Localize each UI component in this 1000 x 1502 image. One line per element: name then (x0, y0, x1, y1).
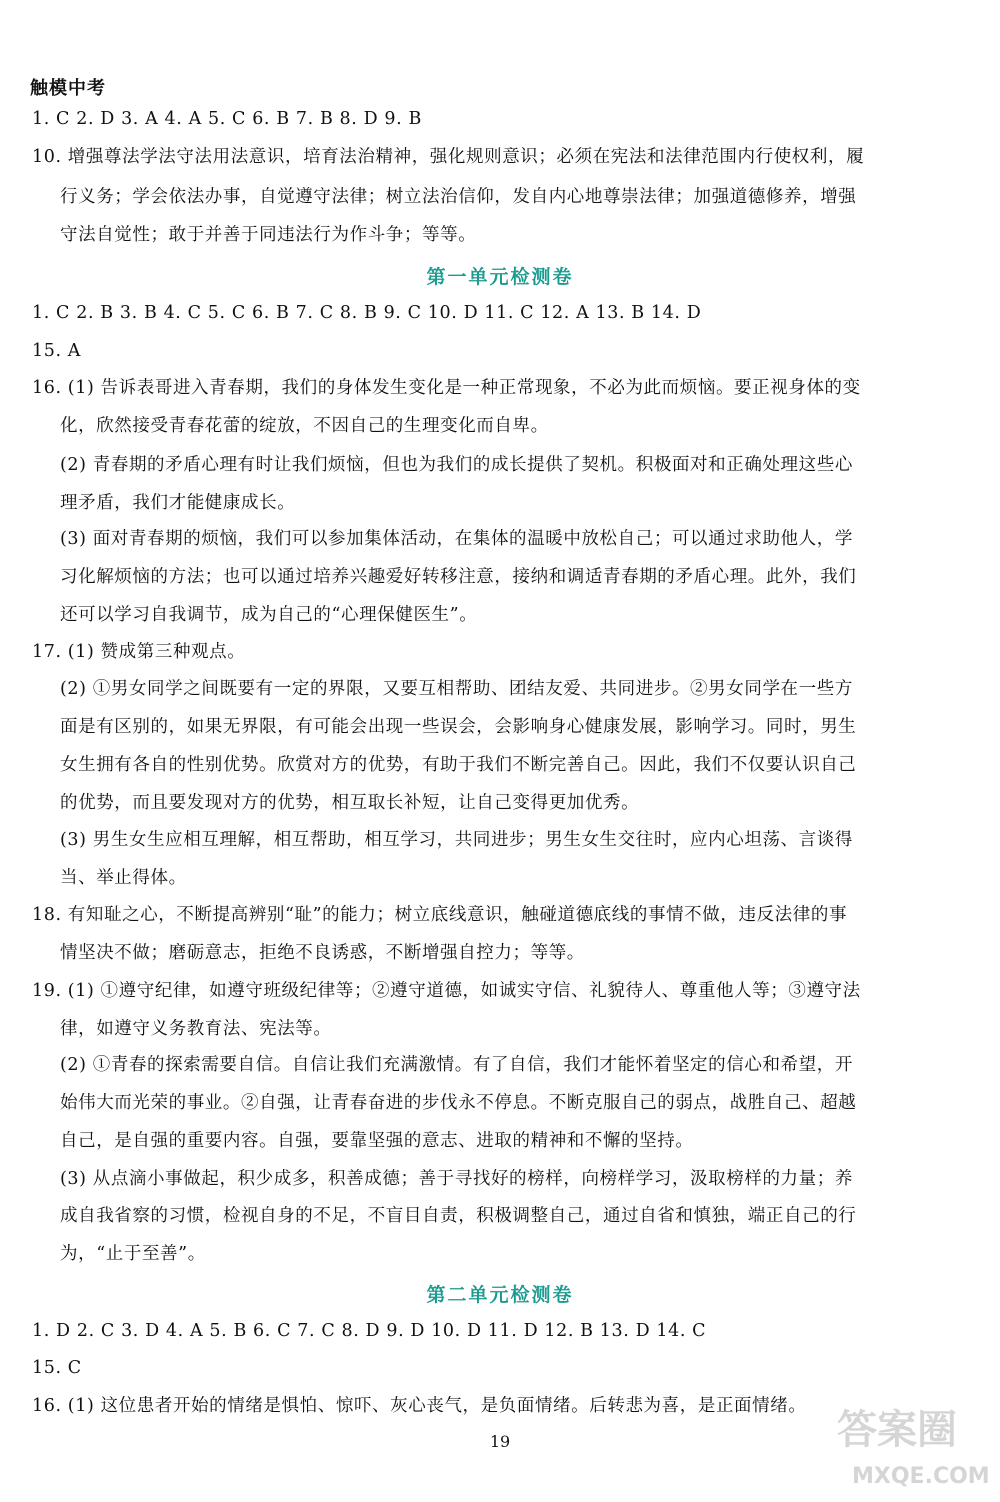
answer-line: 守法自觉性；敢于并善于同违法行为作斗争；等等。 (60, 225, 477, 245)
answer-line: 10. 增强尊法学法守法用法意识，培育法治精神，强化规则意识；必须在宪法和法律范围内行使权利，履 (32, 147, 865, 167)
answer-line: 1. C 2. D 3. A 4. A 5. C 6. B 7. B 8. D 9. B (32, 109, 422, 129)
answer-line: (3) 面对青春期的烦恼，我们可以参加集体活动，在集体的温暖中放松自己；可以通过求助他人，学 (60, 529, 853, 549)
answer-line: 习化解烦恼的方法；也可以通过培养兴趣爱好转移注意，接纳和调适青春期的矛盾心理。此外，我们 (60, 567, 857, 587)
answer-line: 当、举止得体。 (60, 868, 187, 888)
answer-line: 18. 有知耻之心，不断提高辨别“耻”的能力；树立底线意识，触碰道德底线的事情不做，违反法律的事 (32, 905, 848, 925)
unit1-title: 第一单元检测卷 (426, 266, 574, 288)
answer-line: 律，如遵守义务教育法、宪法等。 (60, 1019, 332, 1039)
answer-line: (3) 从点滴小事做起，积少成多，积善成德；善于寻找好的榜样，向榜样学习，汲取榜样的力量；养 (60, 1169, 853, 1189)
watermark-top-text: 答案圈 (837, 1407, 957, 1453)
answer-line: 还可以学习自我调节，成为自己的“心理保健医生”。 (60, 605, 478, 625)
answer-line: (2) ①青春的探索需要自信。自信让我们充满激情。有了自信，我们才能怀着坚定的信心和希望，开 (60, 1055, 853, 1075)
answer-line: 面是有区别的，如果无界限，有可能会出现一些误会，会影响身心健康发展，影响学习。同时，男生 (60, 717, 857, 737)
answer-line: 行义务；学会依法办事，自觉遵守法律；树立法治信仰，发自内心地尊崇法律；加强道德修养，增强 (60, 187, 857, 207)
watermark-logo (822, 1398, 992, 1498)
answer-line: (2) 青春期的矛盾心理有时让我们烦恼，但也为我们的成长提供了契机。积极面对和正确处理这些心 (60, 455, 853, 475)
answer-line: 化，欣然接受青春花蕾的绽放，不因自己的生理变化而自卑。 (60, 416, 549, 436)
answer-line: 女生拥有各自的性别优势。欣赏对方的优势，有助于我们不断完善自己。因此，我们不仅要认识自己 (60, 755, 857, 775)
answer-line: 自己，是自强的重要内容。自强，要靠坚强的意志、进取的精神和不懈的坚持。 (60, 1131, 694, 1151)
answer-line: 1. D 2. C 3. D 4. A 5. B 6. C 7. C 8. D 9. D 10. D 11. D 12. B 13. D 14. C (32, 1321, 707, 1341)
page-number: 19 (489, 1432, 511, 1451)
answer-line: 的优势，而且要发现对方的优势，相互取长补短，让自己变得更加优秀。 (60, 793, 640, 813)
answer-line: 15. C (32, 1358, 82, 1378)
answer-line: (2) ①男女同学之间既要有一定的界限，又要互相帮助、团结友爱、共同进步。②男女同学在一些方 (60, 679, 853, 699)
answer-line: 17. (1) 赞成第三种观点。 (32, 642, 246, 662)
answer-line: 15. A (32, 341, 82, 361)
answer-line: 为，“止于至善”。 (60, 1244, 206, 1264)
answer-line: 1. C 2. B 3. B 4. C 5. C 6. B 7. C 8. B 9. C 10. D 11. C 12. A 13. B 14. D (32, 303, 702, 323)
answer-line: 理矛盾，我们才能健康成长。 (60, 493, 296, 513)
answer-line: 情坚决不做；磨砺意志，拒绝不良诱惑，不断增强自控力；等等。 (60, 943, 585, 963)
answer-line: 16. (1) 告诉表哥进入青春期，我们的身体发生变化是一种正常现象，不必为此而烦恼。要正视身体的变 (32, 378, 861, 398)
answer-line: 16. (1) 这位患者开始的情绪是惧怕、惊吓、灰心丧气，是负面情绪。后转悲为喜，是正面情绪。 (32, 1396, 807, 1416)
watermark-bottom-text: MXQE.COM (852, 1464, 990, 1489)
section-title: 触模中考 (30, 78, 106, 99)
answer-line: 始伟大而光荣的事业。②自强，让青春奋进的步伐永不停息。不断克服自己的弱点，战胜自己、超越 (60, 1093, 857, 1113)
answer-line: 19. (1) ①遵守纪律，如遵守班级纪律等；②遵守道德，如诚实守信、礼貌待人、尊重他人等；③遵守法 (32, 981, 861, 1001)
unit2-title: 第二单元检测卷 (426, 1284, 574, 1306)
answer-line: 成自我省察的习惯，检视自身的不足，不盲目自责，积极调整自己，通过自省和慎独，端正自己的行 (60, 1206, 857, 1226)
answer-line: (3) 男生女生应相互理解，相互帮助，相互学习，共同进步；男生女生交往时，应内心坦荡、言谈得 (60, 830, 853, 850)
